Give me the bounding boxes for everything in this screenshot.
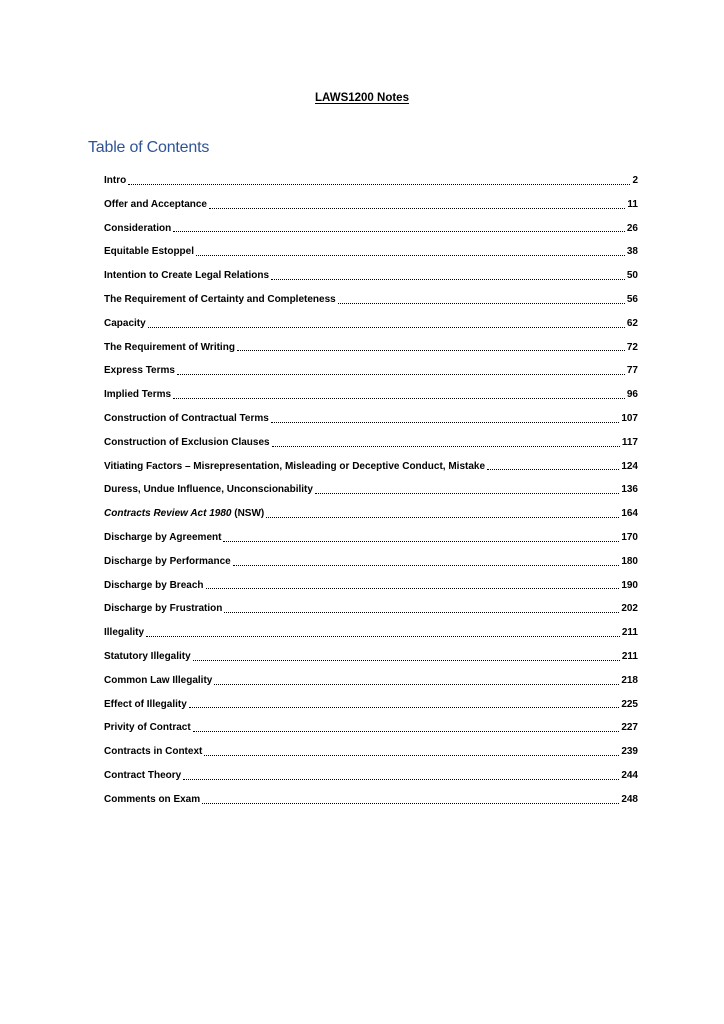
dot-leader [204,755,619,756]
toc-entry-page[interactable]: 190 [621,579,638,591]
toc-entry-title[interactable]: Vitiating Factors – Misrepresentation, Misleading or Deceptive Conduct, Mistake [104,460,486,472]
toc-entry-capacity[interactable] [104,312,638,336]
toc-entry-title[interactable]: Construction of Exclusion Clauses [104,436,270,448]
toc-entry-construction-contractual-terms[interactable] [104,407,638,431]
toc-entry-title[interactable]: Discharge by Breach [104,579,204,591]
toc-entry-page[interactable]: 239 [621,746,638,758]
toc-entry-vitiating-factors[interactable] [104,455,638,479]
toc-entry-page[interactable]: 107 [621,412,638,424]
toc-entry-contracts-review-act[interactable] [104,502,638,526]
toc-entry-comments-on-exam[interactable] [104,788,638,812]
toc-entry-title[interactable]: Comments on Exam [104,793,201,805]
toc-entry-discharge-by-performance[interactable] [104,550,638,574]
dot-leader [128,184,630,185]
dot-leader [196,255,625,256]
toc-entry-page[interactable]: 248 [621,793,638,805]
toc-entry-title[interactable]: Contracts in Context [104,746,203,758]
toc-entry-statutory-illegality[interactable] [104,645,638,669]
dot-leader [177,374,625,375]
toc-entry-discharge-by-breach[interactable] [104,574,638,598]
toc-entry-page[interactable]: 72 [626,341,638,353]
toc-entry-title[interactable]: Consideration [104,222,172,234]
toc-entry-title[interactable]: Equitable Estoppel [104,246,195,258]
toc-entry-title[interactable] [104,502,266,526]
dot-leader [189,707,620,708]
toc-entry-common-law-illegality[interactable] [104,669,638,693]
toc-entry-title[interactable]: Offer and Acceptance [104,198,207,210]
toc-entry-offer-and-acceptance[interactable] [104,193,638,217]
dot-leader [209,208,625,209]
toc-entry-title[interactable]: Implied Terms [104,389,172,401]
toc-entry-title[interactable]: Privity of Contract [104,722,191,734]
toc-entry-title[interactable]: Common Law Illegality [104,674,213,686]
toc-entry-page[interactable]: 211 [621,627,638,639]
toc-entry-title-italic: Contracts Review Act 1980 [104,508,232,520]
toc-entry-contract-theory[interactable] [104,764,638,788]
dot-leader [271,422,619,423]
dot-leader [173,398,625,399]
dot-leader [237,350,625,351]
toc-entry-requirement-of-writing[interactable] [104,336,638,360]
toc-entry-page[interactable]: 117 [621,436,638,448]
toc-entry-discharge-by-agreement[interactable] [104,526,638,550]
toc-entry-page[interactable]: 225 [621,698,638,710]
toc-entry-page[interactable]: 136 [621,484,638,496]
toc-entry-discharge-by-frustration[interactable] [104,597,638,621]
toc-entry-title[interactable]: Statutory Illegality [104,650,191,662]
dot-leader [148,327,625,328]
dot-leader [338,303,625,304]
dot-leader [233,565,620,566]
toc-entry-page[interactable]: 11 [627,198,638,210]
toc-entry-page[interactable]: 180 [621,555,638,567]
toc-entry-title[interactable]: Discharge by Agreement [104,531,222,543]
dot-leader [223,541,619,542]
toc-entry-intro[interactable] [104,169,638,193]
dot-leader [224,612,619,613]
toc-entry-page[interactable]: 38 [626,246,638,258]
toc-entry-page[interactable]: 227 [621,722,638,734]
table-of-contents [104,169,638,812]
toc-entry-illegality[interactable] [104,621,638,645]
document-title: LAWS1200 Notes [315,92,409,104]
toc-entry-express-terms[interactable] [104,359,638,383]
toc-entry-page[interactable]: 124 [621,460,638,472]
toc-entry-page[interactable]: 218 [621,674,638,686]
dot-leader [193,660,620,661]
toc-entry-page[interactable]: 2 [632,175,638,186]
toc-entry-page[interactable]: 170 [621,531,638,543]
dot-leader [266,517,619,518]
dot-leader [315,493,619,494]
dot-leader [193,731,620,732]
toc-entry-title[interactable]: Intro [104,175,127,186]
toc-entry-effect-of-illegality[interactable] [104,693,638,717]
toc-entry-construction-exclusion-clauses[interactable] [104,431,638,455]
dot-leader [487,469,619,470]
dot-leader [202,803,619,804]
toc-entry-title[interactable]: Construction of Contractual Terms [104,412,269,424]
toc-entry-page[interactable]: 164 [621,508,638,520]
toc-entry-page[interactable]: 211 [621,650,638,662]
toc-entry-title[interactable]: Discharge by Performance [104,555,231,567]
toc-entry-page[interactable]: 62 [626,317,638,329]
dot-leader [214,684,619,685]
toc-entry-duress-undue-influence[interactable] [104,478,638,502]
toc-entry-title[interactable]: Duress, Undue Influence, Unconscionability [104,484,313,496]
toc-entry-page[interactable]: 244 [621,769,638,781]
toc-entry-title[interactable]: Illegality [104,627,145,639]
toc-heading: Table of Contents [88,139,210,156]
toc-entry-page[interactable]: 50 [626,270,638,282]
toc-entry-certainty-completeness[interactable] [104,288,638,312]
toc-entry-intention-legal-relations[interactable] [104,264,638,288]
toc-entry-page[interactable]: 56 [626,293,638,305]
dot-leader [271,279,625,280]
toc-entry-privity-of-contract[interactable] [104,716,638,740]
dot-leader [173,231,625,232]
toc-entry-page[interactable]: 96 [626,389,638,401]
toc-entry-implied-terms[interactable] [104,383,638,407]
toc-entry-title[interactable]: Express Terms [104,365,175,377]
dot-leader [206,588,620,589]
toc-entry-contracts-in-context[interactable] [104,740,638,764]
toc-entry-page[interactable]: 77 [626,365,638,377]
toc-entry-title[interactable]: Capacity [104,317,146,329]
toc-entry-page[interactable]: 26 [626,222,638,234]
toc-entry-title-suffix: (NSW) [231,508,265,520]
toc-entry-title[interactable]: Discharge by Frustration [104,603,223,615]
toc-entry-title[interactable]: The Requirement of Certainty and Completeness [104,293,336,305]
dot-leader [146,636,620,637]
toc-entry-page[interactable]: 202 [621,603,638,615]
toc-entry-title[interactable]: Contract Theory [104,769,182,781]
toc-entry-title[interactable]: Effect of Illegality [104,698,187,710]
dot-leader [272,446,620,447]
toc-entry-title[interactable]: Intention to Create Legal Relations [104,270,270,282]
dot-leader [183,779,619,780]
toc-entry-equitable-estoppel[interactable] [104,240,638,264]
toc-entry-title[interactable]: The Requirement of Writing [104,341,235,353]
toc-entry-consideration[interactable] [104,217,638,241]
